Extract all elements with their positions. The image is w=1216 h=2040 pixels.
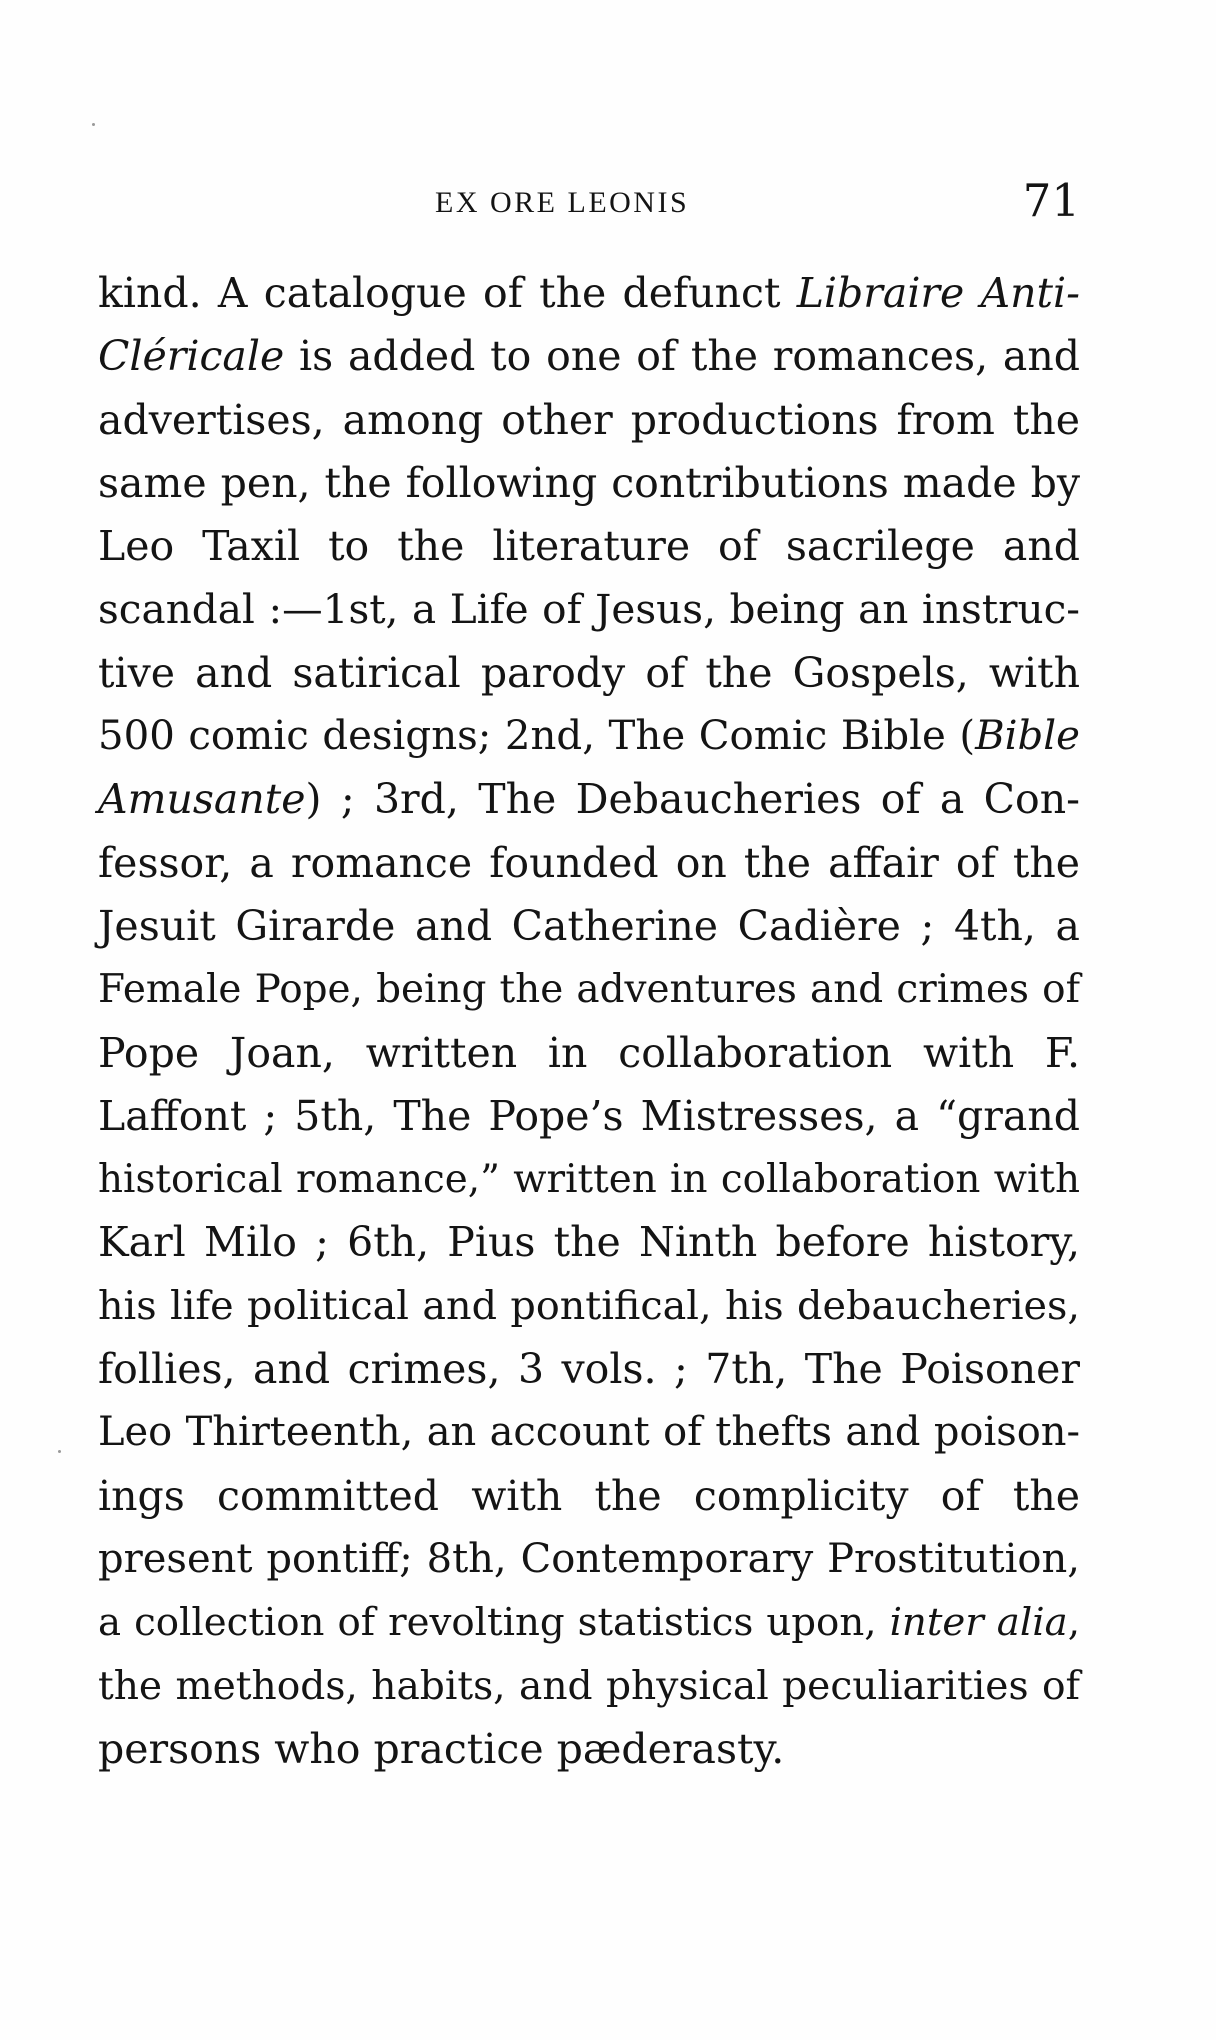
text-line: Leo Taxil to the literature of sacrilege and (98, 522, 1080, 571)
body-text (98, 262, 1080, 1781)
text-line: Pope Joan, written in collaboration with F. (98, 1028, 1080, 1077)
text-line: Female Pope, being the adventures and crimes of (98, 967, 1080, 1013)
text-line: Karl Milo ; 6th, Pius the Ninth before history, (98, 1218, 1080, 1267)
running-head (98, 174, 1080, 234)
print-speck (92, 123, 95, 126)
text-line: his life political and pontifical, his debaucheries, (98, 1282, 1080, 1329)
text-line: scandal :—1st, a Life of Jesus, being an instruc- (98, 585, 1080, 634)
text-line: Jesuit Girarde and Catherine Cadière ; 4th, a (98, 901, 1080, 950)
running-title: EX ORE LEONIS (435, 186, 690, 219)
text-line: persons who practice pæderasty. (98, 1724, 785, 1773)
text-line: ings committed with the complicity of the (98, 1471, 1080, 1520)
text-line: kind. A catalogue of the defunct Libraire Anti- (98, 269, 1080, 317)
page-number: 71 (1022, 174, 1080, 227)
text-line: a collection of revolting statistics upon, inter alia, (98, 1600, 1080, 1646)
text-line: historical romance,” written in collaboration with (98, 1157, 1080, 1203)
text-line: Leo Thirteenth, an account of thefts and poison- (98, 1409, 1080, 1456)
text-line: 500 comic designs; 2nd, The Comic Bible (Bible (98, 713, 1080, 760)
text-line: same pen, the following contributions made by (98, 458, 1080, 507)
text-line: present pontiff; 8th, Contemporary Prostitution, (98, 1535, 1080, 1582)
text-line: Cléricale is added to one of the romances, and (98, 332, 1080, 381)
text-line: Amusante) ; 3rd, The Debaucheries of a Con- (98, 775, 1080, 824)
text-line: advertises, among other productions from the (98, 395, 1080, 444)
print-speck (58, 1450, 61, 1453)
text-line: the methods, habits, and physical peculiarities of (98, 1663, 1080, 1709)
text-line: Laffont ; 5th, The Pope’s Mistresses, a “grand (98, 1091, 1080, 1140)
text-line: follies, and crimes, 3 vols. ; 7th, The Poisoner (98, 1345, 1080, 1394)
text-line: tive and satirical parody of the Gospels, with (98, 648, 1080, 697)
text-line: fessor, a romance founded on the affair of the (98, 838, 1080, 887)
